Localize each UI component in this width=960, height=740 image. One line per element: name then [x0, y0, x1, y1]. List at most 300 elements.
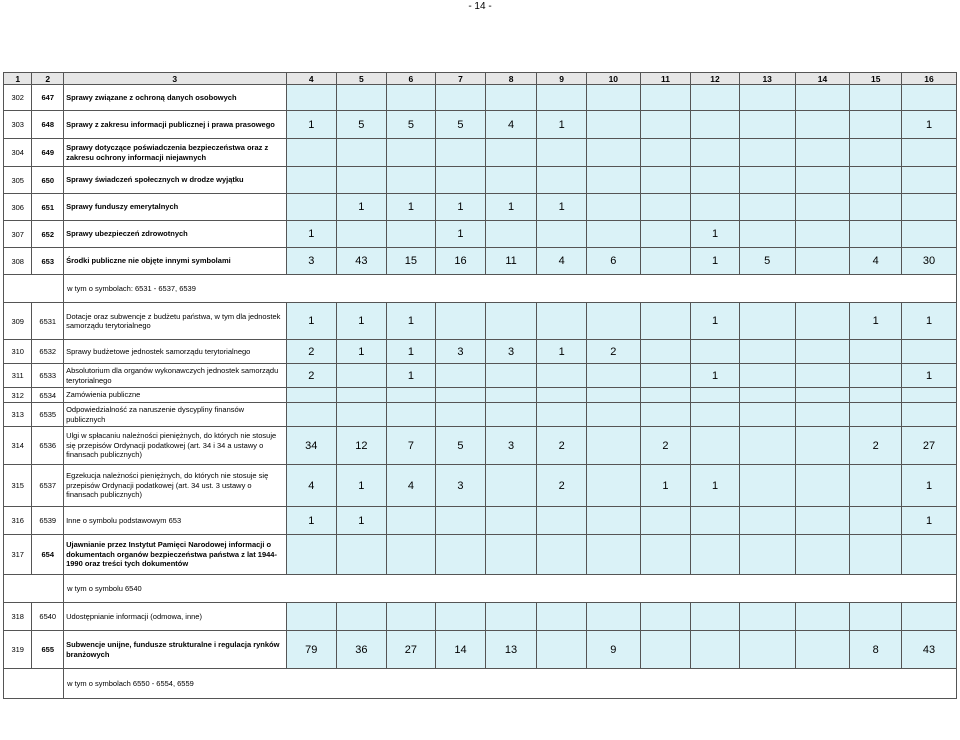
value-cell: 2	[586, 340, 640, 364]
value-cell: 1	[337, 194, 387, 221]
case-category: Środki publiczne nie objęte innymi symbolami	[64, 248, 286, 275]
value-cell	[902, 340, 957, 364]
value-cell	[337, 364, 387, 388]
value-cell	[386, 85, 436, 111]
value-cell: 1	[902, 364, 957, 388]
value-cell: 1	[485, 194, 537, 221]
value-cell: 43	[337, 248, 387, 275]
value-cell	[739, 427, 795, 465]
value-cell	[586, 507, 640, 535]
value-cell	[586, 403, 640, 427]
value-cell	[739, 111, 795, 139]
value-cell: 6	[586, 248, 640, 275]
value-cell	[795, 603, 850, 631]
value-cell: 1	[436, 194, 486, 221]
case-category: Sprawy funduszy emerytalnych	[64, 194, 286, 221]
value-cell: 2	[537, 427, 587, 465]
value-cell	[485, 603, 537, 631]
value-cell	[850, 388, 902, 403]
value-cell	[537, 85, 587, 111]
value-cell: 4	[537, 248, 587, 275]
case-category: Sprawy związane z ochroną danych osobowych	[64, 85, 286, 111]
value-cell	[691, 167, 739, 194]
column-header: 12	[691, 73, 739, 85]
value-cell	[386, 403, 436, 427]
value-cell	[739, 85, 795, 111]
row-number: 308	[4, 248, 32, 275]
value-cell	[586, 427, 640, 465]
value-cell: 13	[485, 631, 537, 669]
value-cell	[850, 340, 902, 364]
value-cell	[436, 303, 486, 340]
value-cell	[337, 167, 387, 194]
subheading-row	[4, 669, 957, 699]
symbol-code: 6540	[32, 603, 64, 631]
value-cell: 2	[537, 465, 587, 507]
value-cell	[586, 139, 640, 167]
value-cell: 7	[386, 427, 436, 465]
value-cell	[640, 139, 691, 167]
table-row	[4, 427, 957, 465]
value-cell	[739, 221, 795, 248]
table-row	[4, 465, 957, 507]
row-number: 316	[4, 507, 32, 535]
row-number: 314	[4, 427, 32, 465]
value-cell	[386, 221, 436, 248]
case-category: Dotacje oraz subwencje z budżetu państwa, w tym dla jednostek samorządu terytorialnego	[64, 303, 286, 340]
column-header: 13	[739, 73, 795, 85]
value-cell: 1	[691, 248, 739, 275]
row-number: 306	[4, 194, 32, 221]
value-cell	[902, 167, 957, 194]
value-cell	[795, 465, 850, 507]
value-cell	[485, 221, 537, 248]
value-cell	[586, 364, 640, 388]
value-cell	[485, 364, 537, 388]
value-cell	[739, 388, 795, 403]
value-cell	[850, 403, 902, 427]
value-cell: 1	[902, 111, 957, 139]
column-header: 9	[537, 73, 587, 85]
value-cell: 1	[691, 221, 739, 248]
value-cell: 1	[386, 303, 436, 340]
value-cell	[640, 194, 691, 221]
value-cell	[485, 465, 537, 507]
row-number: 315	[4, 465, 32, 507]
table-row	[4, 388, 957, 403]
case-category: Subwencje unijne, fundusze strukturalne i regulacja rynków branżowych	[64, 631, 286, 669]
value-cell	[586, 111, 640, 139]
value-cell: 5	[337, 111, 387, 139]
value-cell	[586, 167, 640, 194]
table-row	[4, 403, 957, 427]
value-cell	[795, 303, 850, 340]
value-cell	[739, 631, 795, 669]
value-cell	[739, 535, 795, 575]
value-cell	[386, 507, 436, 535]
symbol-code: 651	[32, 194, 64, 221]
value-cell	[286, 194, 337, 221]
value-cell	[795, 194, 850, 221]
value-cell	[485, 85, 537, 111]
value-cell: 1	[337, 507, 387, 535]
value-cell: 3	[485, 340, 537, 364]
symbol-code: 6534	[32, 388, 64, 403]
value-cell	[485, 167, 537, 194]
row-number: 302	[4, 85, 32, 111]
symbol-code: 654	[32, 535, 64, 575]
value-cell	[537, 507, 587, 535]
value-cell	[586, 85, 640, 111]
case-category: Sprawy budżetowe jednostek samorządu terytorialnego	[64, 340, 286, 364]
value-cell: 1	[386, 194, 436, 221]
row-number: 312	[4, 388, 32, 403]
value-cell	[902, 194, 957, 221]
table-row	[4, 340, 957, 364]
value-cell: 1	[286, 507, 337, 535]
value-cell	[640, 340, 691, 364]
value-cell	[850, 111, 902, 139]
value-cell	[537, 364, 587, 388]
symbol-code: 652	[32, 221, 64, 248]
value-cell	[739, 340, 795, 364]
value-cell: 1	[537, 194, 587, 221]
value-cell: 9	[586, 631, 640, 669]
value-cell	[640, 221, 691, 248]
value-cell	[691, 111, 739, 139]
value-cell	[286, 403, 337, 427]
value-cell	[337, 535, 387, 575]
symbol-code: 6536	[32, 427, 64, 465]
table-row	[4, 221, 957, 248]
value-cell: 1	[691, 465, 739, 507]
value-cell: 4	[485, 111, 537, 139]
value-cell: 27	[386, 631, 436, 669]
value-cell	[337, 85, 387, 111]
value-cell: 1	[337, 340, 387, 364]
subheading-text: w tym o symbolach: 6531 - 6537, 6539	[64, 275, 957, 303]
value-cell	[795, 535, 850, 575]
value-cell	[691, 139, 739, 167]
row-number: 303	[4, 111, 32, 139]
symbol-code: 6539	[32, 507, 64, 535]
table-row	[4, 303, 957, 340]
value-cell	[286, 85, 337, 111]
value-cell: 43	[902, 631, 957, 669]
value-cell	[436, 603, 486, 631]
value-cell	[586, 221, 640, 248]
value-cell	[640, 631, 691, 669]
value-cell	[537, 631, 587, 669]
value-cell	[795, 403, 850, 427]
case-category: Odpowiedzialność za naruszenie dyscypliny finansów publicznych	[64, 403, 286, 427]
table-row	[4, 364, 957, 388]
value-cell	[795, 167, 850, 194]
value-cell	[795, 221, 850, 248]
symbol-code: 653	[32, 248, 64, 275]
value-cell	[485, 303, 537, 340]
value-cell: 11	[485, 248, 537, 275]
case-category: Sprawy świadczeń społecznych w drodze wyjątku	[64, 167, 286, 194]
value-cell: 27	[902, 427, 957, 465]
symbol-code: 6531	[32, 303, 64, 340]
value-cell	[337, 603, 387, 631]
value-cell	[850, 139, 902, 167]
symbol-code: 6537	[32, 465, 64, 507]
column-header: 5	[337, 73, 387, 85]
symbol-code: 655	[32, 631, 64, 669]
value-cell	[739, 167, 795, 194]
value-cell	[436, 388, 486, 403]
value-cell	[640, 85, 691, 111]
value-cell	[640, 167, 691, 194]
value-cell	[640, 507, 691, 535]
value-cell: 1	[337, 465, 387, 507]
value-cell	[902, 388, 957, 403]
empty-cell	[4, 275, 64, 303]
value-cell: 1	[902, 465, 957, 507]
table-row	[4, 85, 957, 111]
value-cell	[640, 248, 691, 275]
value-cell: 16	[436, 248, 486, 275]
value-cell	[795, 364, 850, 388]
value-cell	[739, 603, 795, 631]
value-cell: 1	[691, 364, 739, 388]
row-number: 305	[4, 167, 32, 194]
value-cell	[850, 194, 902, 221]
value-cell	[795, 388, 850, 403]
value-cell	[795, 507, 850, 535]
value-cell: 4	[286, 465, 337, 507]
value-cell	[640, 303, 691, 340]
value-cell: 5	[739, 248, 795, 275]
value-cell: 2	[640, 427, 691, 465]
subheading-row	[4, 575, 957, 603]
symbol-code: 6532	[32, 340, 64, 364]
row-number: 319	[4, 631, 32, 669]
table-row	[4, 603, 957, 631]
value-cell: 2	[286, 340, 337, 364]
value-cell	[640, 403, 691, 427]
value-cell	[902, 403, 957, 427]
symbol-code: 648	[32, 111, 64, 139]
value-cell	[691, 388, 739, 403]
header-row	[4, 73, 957, 85]
value-cell	[850, 364, 902, 388]
value-cell	[537, 167, 587, 194]
symbol-code: 6535	[32, 403, 64, 427]
value-cell	[640, 535, 691, 575]
value-cell: 30	[902, 248, 957, 275]
value-cell: 1	[691, 303, 739, 340]
value-cell: 1	[640, 465, 691, 507]
column-header: 14	[795, 73, 850, 85]
column-header: 8	[485, 73, 537, 85]
row-number: 311	[4, 364, 32, 388]
value-cell	[739, 364, 795, 388]
value-cell: 14	[436, 631, 486, 669]
value-cell	[795, 340, 850, 364]
value-cell	[640, 388, 691, 403]
case-category: Zamówienia publiczne	[64, 388, 286, 403]
value-cell: 1	[337, 303, 387, 340]
value-cell	[286, 388, 337, 403]
value-cell	[739, 139, 795, 167]
case-category: Ujawnianie przez Instytut Pamięci Narodowej informacji o dokumentach organów bezpieczeństwa państwa z lat 1944-1990 oraz treści tych dokumentów	[64, 535, 286, 575]
value-cell: 3	[436, 465, 486, 507]
value-cell	[850, 221, 902, 248]
column-header: 3	[64, 73, 286, 85]
value-cell: 15	[386, 248, 436, 275]
value-cell: 36	[337, 631, 387, 669]
value-cell	[795, 85, 850, 111]
value-cell: 1	[386, 364, 436, 388]
value-cell	[386, 603, 436, 631]
value-cell	[795, 248, 850, 275]
statistics-table	[3, 72, 957, 699]
value-cell: 12	[337, 427, 387, 465]
value-cell: 1	[850, 303, 902, 340]
value-cell	[691, 85, 739, 111]
value-cell	[739, 507, 795, 535]
value-cell	[337, 403, 387, 427]
value-cell	[386, 535, 436, 575]
symbol-code: 650	[32, 167, 64, 194]
value-cell	[640, 364, 691, 388]
column-header: 10	[586, 73, 640, 85]
column-header: 11	[640, 73, 691, 85]
value-cell	[537, 403, 587, 427]
case-category: Udostępnianie informacji (odmowa, inne)	[64, 603, 286, 631]
case-category: Egzekucja należności pieniężnych, do których nie stosuje się przepisów Ordynacji podatkowej (art. 34 ust. 3 ustawy o finansach publicznych)	[64, 465, 286, 507]
value-cell	[691, 403, 739, 427]
column-header: 1	[4, 73, 32, 85]
value-cell: 8	[850, 631, 902, 669]
value-cell: 3	[485, 427, 537, 465]
value-cell	[586, 388, 640, 403]
subheading-text: w tym o symbolu 6540	[64, 575, 957, 603]
value-cell	[795, 139, 850, 167]
value-cell: 3	[286, 248, 337, 275]
value-cell: 2	[286, 364, 337, 388]
empty-cell	[4, 669, 64, 699]
value-cell	[537, 303, 587, 340]
table-row	[4, 167, 957, 194]
value-cell	[436, 167, 486, 194]
value-cell	[586, 603, 640, 631]
value-cell: 5	[436, 427, 486, 465]
value-cell	[337, 139, 387, 167]
case-category: Sprawy ubezpieczeń zdrowotnych	[64, 221, 286, 248]
value-cell: 1	[286, 221, 337, 248]
symbol-code: 647	[32, 85, 64, 111]
value-cell	[739, 303, 795, 340]
table-row	[4, 631, 957, 669]
value-cell	[850, 603, 902, 631]
column-header: 2	[32, 73, 64, 85]
value-cell: 1	[386, 340, 436, 364]
value-cell	[286, 139, 337, 167]
value-cell	[739, 403, 795, 427]
value-cell	[691, 631, 739, 669]
value-cell: 5	[386, 111, 436, 139]
value-cell	[691, 194, 739, 221]
row-number: 307	[4, 221, 32, 248]
value-cell: 5	[436, 111, 486, 139]
table-row	[4, 111, 957, 139]
table-row	[4, 248, 957, 275]
table-body	[4, 85, 957, 699]
value-cell	[485, 403, 537, 427]
value-cell	[537, 388, 587, 403]
table-row	[4, 194, 957, 221]
value-cell	[902, 535, 957, 575]
value-cell	[436, 535, 486, 575]
column-header: 6	[386, 73, 436, 85]
value-cell	[902, 221, 957, 248]
value-cell	[850, 85, 902, 111]
table-header	[4, 73, 957, 85]
value-cell	[850, 535, 902, 575]
value-cell	[386, 167, 436, 194]
case-category: Inne o symbolu podstawowym 653	[64, 507, 286, 535]
value-cell	[795, 631, 850, 669]
value-cell	[485, 535, 537, 575]
value-cell	[691, 507, 739, 535]
table-row	[4, 535, 957, 575]
value-cell: 2	[850, 427, 902, 465]
column-header: 4	[286, 73, 337, 85]
value-cell	[902, 85, 957, 111]
table-row	[4, 507, 957, 535]
value-cell	[691, 427, 739, 465]
row-number: 313	[4, 403, 32, 427]
row-number: 318	[4, 603, 32, 631]
value-cell	[902, 139, 957, 167]
subheading-row	[4, 275, 957, 303]
value-cell	[739, 465, 795, 507]
value-cell	[485, 139, 537, 167]
row-number: 317	[4, 535, 32, 575]
empty-cell	[4, 575, 64, 603]
value-cell	[640, 603, 691, 631]
table-row	[4, 139, 957, 167]
column-header: 16	[902, 73, 957, 85]
value-cell	[436, 403, 486, 427]
value-cell: 79	[286, 631, 337, 669]
value-cell	[286, 535, 337, 575]
value-cell: 1	[902, 303, 957, 340]
value-cell: 1	[902, 507, 957, 535]
value-cell	[537, 535, 587, 575]
value-cell	[286, 167, 337, 194]
value-cell	[586, 303, 640, 340]
value-cell: 3	[436, 340, 486, 364]
value-cell	[795, 111, 850, 139]
value-cell	[286, 603, 337, 631]
value-cell	[586, 535, 640, 575]
value-cell	[436, 139, 486, 167]
value-cell	[739, 194, 795, 221]
value-cell	[902, 603, 957, 631]
value-cell	[386, 139, 436, 167]
value-cell	[691, 603, 739, 631]
value-cell	[485, 388, 537, 403]
row-number: 310	[4, 340, 32, 364]
column-header: 15	[850, 73, 902, 85]
value-cell	[337, 221, 387, 248]
value-cell	[640, 111, 691, 139]
